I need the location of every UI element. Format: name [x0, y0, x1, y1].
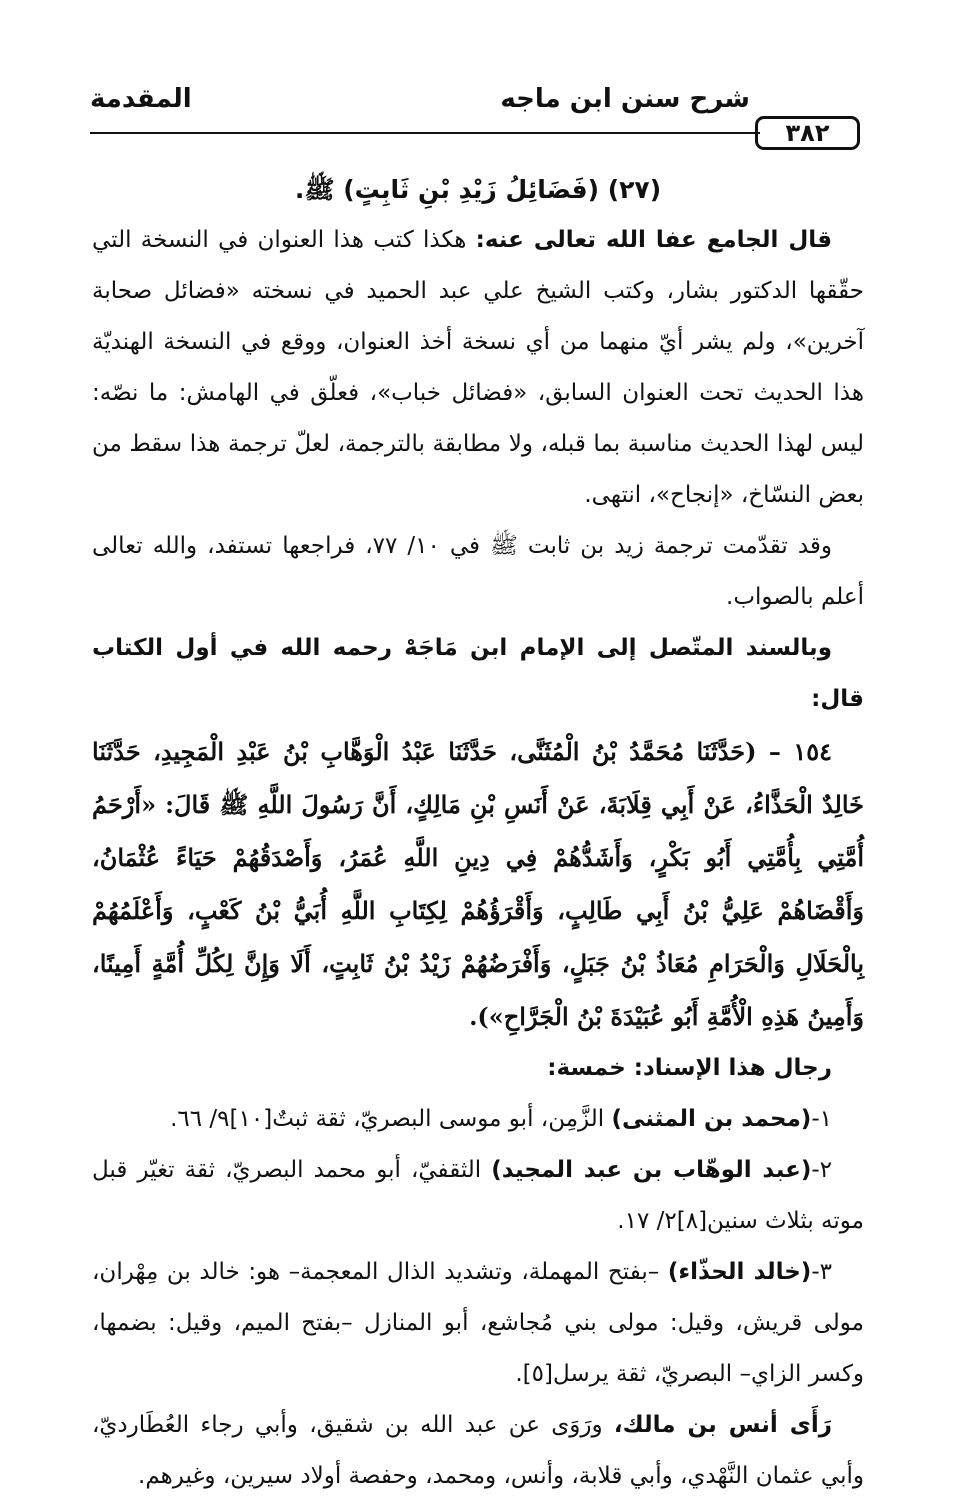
page-body	[92, 164, 864, 1502]
narrator-detail-lead: رَأَى أنس بن مالك،	[613, 1412, 832, 1438]
paragraph-intro	[92, 215, 864, 521]
narrator-3-detail	[92, 1400, 864, 1502]
narrator-1	[92, 1094, 864, 1145]
isnad-intro: وبالسند المتّصل إلى الإمام ابن مَاجَهْ رحمه الله في أول الكتاب قال:	[92, 635, 864, 712]
narrator-2	[92, 1145, 864, 1247]
narrator-text: الثقفيّ، أبو محمد البصريّ، ثقة تغيّر قبل موته بثلاث سنين[٨]٢/ ١٧.	[92, 1157, 864, 1234]
narrator-3	[92, 1247, 864, 1400]
section-name: المقدمة	[90, 84, 192, 114]
narrator-number: ١-	[811, 1106, 832, 1132]
narrator-name: (خالد الحذّاء)	[667, 1259, 812, 1285]
narrator-name: (محمد بن المثنى)	[611, 1106, 812, 1132]
chapter-title: (٢٧) (فَضَائِلُ زَيْدِ بْنِ ثَابِتٍ) ﷺ.	[294, 175, 662, 204]
narrator-text: –بفتح المهملة، وتشديد الذال المعجمة– هو: خالد بن مِهْران، مولى قريش، وقيل: مولى بني مُجاشع، أبو المنازل –بفتح الميم، وقيل: بضمها، وكسر الزاي– البصريّ، ثقة يرسل[٥].	[92, 1259, 864, 1387]
narrator-name: (عبد الوهّاب بن عبد المجيد)	[491, 1157, 812, 1183]
paragraph-reference: وقد تقدّمت ترجمة زيد بن ثابت ﷺ في ١٠/ ٧٧، فراجعها تستفد، والله تعالى أعلم بالصواب.	[92, 533, 864, 610]
narrator-number: ٣-	[811, 1259, 832, 1285]
hadith-text: ١٥٤ – (حَدَّثَنَا مُحَمَّدُ بْنُ الْمُثَنَّى، حَدَّثَنَا عَبْدُ الْوَهَّابِ بْنُ عَبْدِ الْمَجِيدِ، حَدَّثَنَا خَالِدٌ الْحَذَّاءُ، عَنْ أَبِي قِلَابَةَ، عَنْ أَنَسِ بْنِ مَالِكٍ، أَنَّ رَسُولَ اللَّهِ ﷺ قَالَ: «أَرْحَمُ أُمَّتِي بِأُمَّتِي أَبُو بَكْرٍ، وَأَشَدُّهُمْ فِي دِينِ اللَّهِ عُمَرُ، وَأَصْدَقُهُمْ حَيَاءً عُثْمَانُ، وَأَقْضَاهُمْ عَلِيُّ بْنُ أَبِي طَالِبٍ، وَأَقْرَؤُهُمْ لِكِتَابِ اللَّهِ أُبَيُّ بْنُ كَعْبٍ، وَأَعْلَمُهُمْ بِالْحَلَالِ وَالْحَرَامِ مُعَاذُ بْنُ جَبَلٍ، وَأَفْرَضُهُمْ زَيْدُ بْنُ ثَابِتٍ، أَلَا وَإِنَّ لِكُلِّ أُمَّةٍ أَمِينًا، وَأَمِينُ هَذِهِ الْأُمَّةِ أَبُو عُبَيْدَةَ بْنُ الْجَرَّاحِ»).	[92, 737, 864, 1031]
narrator-number: ٢-	[811, 1157, 832, 1183]
header-rule	[90, 132, 760, 134]
page-header	[90, 80, 860, 150]
narrator-text: الزَّمِن، أبو موسى البصريّ، ثقة ثبتٌ[١٠]٩/ ٦٦.	[170, 1106, 612, 1132]
narrator-detail-text: ورَوَى عن عبد الله بن شقيق، وأبي رجاء العُطَارديّ، وأبي عثمان النَّهْدي، وأبي قلابة، وأنس، ومحمد، وحفصة أولاد سيرين، وغيرهم.	[92, 1412, 864, 1489]
book-title: شرح سنن ابن ماجه	[500, 84, 750, 114]
page-number: ٣٨٢	[755, 116, 860, 150]
paragraph-lead: قال الجامع عفا الله تعالى عنه:	[475, 227, 833, 253]
rijal-heading: رجال هذا الإسناد: خمسة:	[547, 1055, 832, 1081]
paragraph-text: هكذا كتب هذا العنوان في النسخة التي حقّقها الدكتور بشار، وكتب الشيخ علي عبد الحميد في نسخته «فضائل صحابة آخرين»، ولم يشر أيّ منهما من أي نسخة أخذ العنوان، ووقع في النسخة الهنديّة هذا الحديث تحت العنوان السابق، «فضائل خباب»، فعلّق في الهامش: ما نصّه: ليس لهذا الحديث مناسبة بما قبله، ولا مطابقة بالترجمة، لعلّ ترجمة هذا سقط من بعض النسّاخ، «إنجاح»، انتهى.	[92, 227, 864, 508]
